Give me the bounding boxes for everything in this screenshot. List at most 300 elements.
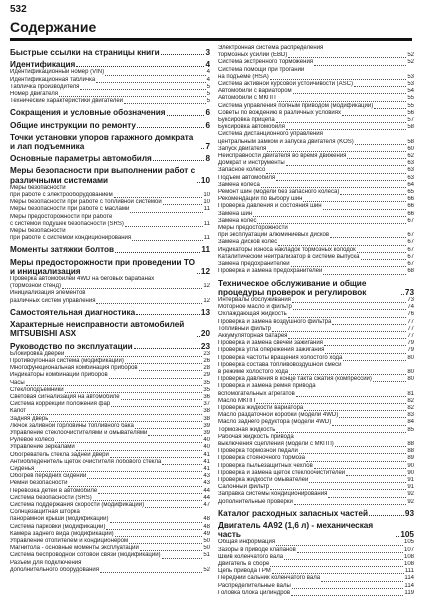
- toc-entry: [10, 69, 210, 76]
- toc-page-number: 52: [203, 566, 210, 573]
- toc-entry-title: Система парковки (модификации): [10, 523, 106, 530]
- toc-entry: [218, 211, 414, 218]
- toc-entry: [218, 146, 414, 153]
- dot-leader: [288, 317, 407, 318]
- toc-page-number: 3: [205, 48, 210, 57]
- toc-page-number: 93: [404, 508, 414, 518]
- toc-page-number: 39: [203, 429, 210, 436]
- dot-leader: [323, 209, 407, 210]
- toc-page-number: 26: [203, 357, 210, 364]
- toc-entry-title: Основные параметры автомобиля: [10, 154, 152, 164]
- dot-leader: [357, 252, 407, 253]
- toc-entry: [10, 495, 210, 502]
- toc-entry: [218, 95, 414, 102]
- toc-section: [10, 245, 210, 254]
- toc-entry-title: Заправка системы кондиционирования: [218, 491, 328, 498]
- toc-entry-title: Индикаторы износа накладок тормозных колодок: [218, 246, 356, 253]
- dot-leader: [270, 489, 406, 490]
- toc-page-number: 38: [203, 415, 210, 422]
- toc-page-number: 11: [201, 245, 210, 255]
- toc-entry-title: Замена дисков колес: [218, 239, 278, 246]
- toc-entry-title: Проверка тормозной педали: [218, 448, 298, 455]
- toc-entry-title: Замена колеса: [218, 181, 260, 188]
- toc-page-number: 80: [407, 354, 414, 361]
- toc-page-number: 114: [404, 575, 414, 582]
- toc-entry-title: Домкрат и инструменты: [218, 160, 285, 167]
- dot-leader: [309, 482, 406, 483]
- toc-page-number: 44: [203, 487, 210, 494]
- toc-page-number: 74: [407, 304, 414, 311]
- toc-page-number: 35: [203, 386, 210, 393]
- toc-entry-title: Проверка давления в конце такта сжатия (компрессии): [218, 376, 372, 383]
- dot-leader: [304, 410, 406, 411]
- toc-entry-title: Дополнительные проверки: [218, 498, 293, 505]
- toc-page-number: 10: [203, 199, 210, 206]
- toc-entry-title: на подъеме (HSA): [218, 73, 269, 80]
- toc-entry-title: в режиме холостого хода: [218, 368, 289, 375]
- toc-page-number: 48: [203, 523, 210, 530]
- dot-leader: [129, 543, 202, 544]
- toc-entry-title: Многофункциональная комбинация приборов: [10, 365, 138, 372]
- dot-leader: [110, 522, 203, 523]
- toc-page-number: 5: [206, 91, 210, 98]
- toc-page-number: 13: [200, 307, 210, 317]
- toc-section: [10, 166, 210, 184]
- toc-entry-title: выключения сцепления (модели с МКПП): [218, 440, 334, 447]
- toc-page-number: 4: [206, 69, 210, 76]
- toc-page-number: 43: [203, 473, 210, 480]
- toc-entry: [10, 84, 210, 91]
- dot-leader: [68, 486, 202, 487]
- toc-page-number: 52: [407, 52, 414, 59]
- toc-entry-title: Ремонт шин (модели без запасного колеса): [218, 189, 340, 196]
- toc-entry-title: Система дистанционного управления: [218, 131, 323, 138]
- toc-page-number: 92: [407, 498, 414, 505]
- toc-entry-title: Интервалы обслуживания: [218, 296, 291, 303]
- dot-leader: [132, 240, 203, 241]
- dot-leader: [328, 497, 406, 498]
- toc-entry-title: Замена колес: [218, 217, 257, 224]
- toc-page-number: 84: [407, 419, 414, 426]
- toc-entry: [10, 283, 210, 290]
- dot-leader: [401, 294, 404, 295]
- dot-leader: [354, 86, 406, 87]
- toc-entry: [218, 583, 414, 590]
- toc-entry: [10, 531, 210, 538]
- toc-entry-title: Технические характеристики двигателей: [10, 98, 124, 105]
- toc-entry-title: Проверка и замена воздушного фильтра: [218, 318, 332, 325]
- toc-entry: [218, 326, 414, 333]
- toc-page-number: 105: [403, 539, 414, 546]
- dot-leader: [293, 309, 406, 310]
- toc-entry: [218, 362, 414, 369]
- toc-page-number: 89: [407, 455, 414, 462]
- dot-leader: [347, 158, 406, 159]
- toc-page-number: 44: [203, 494, 210, 501]
- toc-section: [10, 48, 210, 57]
- toc-entry-title: Система безопасности (SRS): [10, 494, 92, 501]
- toc-entry: [218, 477, 414, 484]
- dot-leader: [55, 442, 202, 443]
- toc-section: [218, 279, 414, 297]
- dot-leader: [62, 288, 202, 289]
- toc-entry: [218, 347, 414, 354]
- toc-page-number: 63: [407, 174, 414, 181]
- toc-entry: [218, 297, 414, 304]
- toc-entry-title: Лючок заливной горловины топливного бака: [10, 422, 134, 429]
- dot-leader: [297, 552, 403, 553]
- toc-entry-title: Двигатель 4А92 (1,6 л) - механическая часть: [218, 521, 374, 540]
- toc-entry-title: Проверка стояночного тормоза: [218, 455, 305, 462]
- toc-entry: [218, 412, 414, 419]
- dot-leader: [267, 151, 406, 152]
- toc-entry: [218, 124, 414, 131]
- dot-leader: [106, 529, 202, 530]
- toc-entry: [218, 45, 414, 52]
- toc-entry-title: Масло заднего редуктора (модели 4WD): [218, 419, 332, 426]
- toc-entry-title: Камера заднего вида (модификации): [10, 530, 114, 537]
- toc-page-number: 105: [400, 530, 414, 540]
- toc-entry-title: Цепь привода ГРМ: [218, 568, 271, 575]
- toc-entry: [218, 254, 414, 261]
- dot-leader: [121, 399, 203, 400]
- dot-leader: [134, 348, 200, 349]
- toc-page-number: 88: [407, 440, 414, 447]
- dot-leader: [105, 75, 206, 76]
- toc-page-number: 36: [203, 393, 210, 400]
- toc-page-number: 83: [407, 412, 414, 419]
- toc-entry-title: Проверка жидкости вариатора: [218, 404, 304, 411]
- toc-entry: [10, 459, 210, 466]
- toc-entry: [218, 470, 414, 477]
- toc-entry: [218, 167, 414, 174]
- toc-entry: [10, 380, 210, 387]
- dot-leader: [321, 581, 403, 582]
- dot-leader: [324, 345, 406, 346]
- toc-entry-title: Капот: [10, 408, 27, 415]
- dot-leader: [161, 54, 205, 55]
- toc-entry-title: Запуск двигателя: [218, 145, 267, 152]
- toc-page-number: 54: [407, 88, 414, 95]
- toc-entry: [218, 261, 414, 268]
- toc-page-number: 4: [205, 60, 210, 70]
- dot-leader: [163, 204, 203, 205]
- toc-entry: [10, 387, 210, 394]
- toc-entry-title: Аккумуляторная батарея: [218, 332, 288, 339]
- dot-leader: [369, 515, 404, 516]
- toc-entry-title: Каталог расходных запасных частей: [218, 508, 368, 518]
- toc-entry-title: Проверка угла опережения зажигания: [218, 347, 325, 354]
- toc-section: [10, 154, 210, 163]
- toc-entry: [218, 319, 414, 326]
- dot-leader: [100, 572, 202, 573]
- toc-entry-title: Руководство по эксплуатации: [10, 341, 133, 351]
- toc-page-number: 8: [205, 154, 210, 164]
- dot-leader: [125, 226, 203, 227]
- toc-page-number: 77: [407, 332, 414, 339]
- dot-leader: [87, 478, 202, 479]
- toc-page-number: 38: [203, 408, 210, 415]
- toc-entry-title: Идентификационный номер (VIN): [10, 69, 105, 76]
- toc-page-number: 63: [407, 167, 414, 174]
- toc-entry: [218, 539, 414, 546]
- toc-entry: [10, 185, 210, 192]
- toc-entry-title: при работе с электрооборудованием: [10, 192, 113, 199]
- dot-leader: [162, 558, 203, 559]
- dot-leader: [76, 450, 203, 451]
- toc-entry-title: Антиобледенитель щеток очистителя лобового стекла: [10, 458, 162, 465]
- toc-page-number: 39: [203, 422, 210, 429]
- toc-page-number: 53: [407, 81, 414, 88]
- toc-entry: [10, 480, 210, 487]
- dot-leader: [332, 425, 406, 426]
- toc-page-number: 11: [203, 235, 210, 242]
- dot-leader: [291, 595, 403, 596]
- dot-leader: [292, 588, 404, 589]
- toc-entry: [10, 408, 210, 415]
- toc-entry: [218, 153, 414, 160]
- toc-entry-title: Рулевое колесо: [10, 437, 55, 444]
- toc-page-number: 48: [203, 516, 210, 523]
- dot-leader: [286, 165, 407, 166]
- toc-entry-title: Блокировка дверей: [10, 350, 65, 357]
- dot-leader: [65, 392, 203, 393]
- toc-entry: [218, 554, 414, 561]
- toc-page-number: 50: [203, 545, 210, 552]
- toc-page-number: 28: [203, 365, 210, 372]
- dot-leader: [96, 303, 202, 304]
- toc-entry-title: Топливный фильтр: [218, 325, 271, 332]
- toc-entry-title: Управление зеркалами: [10, 444, 75, 451]
- toc-entry-title: Перевозка детей в автомобиле: [10, 487, 98, 494]
- toc-entry: [218, 575, 414, 582]
- toc-entry: [218, 568, 414, 575]
- toc-entry-title: Меры безопасности при работе с маслами: [10, 206, 130, 213]
- toc-page-number: 53: [407, 73, 414, 80]
- toc-entry-title: Управление стеклоочистителями и омывателями: [10, 429, 148, 436]
- dot-leader: [339, 417, 406, 418]
- toc-entry: [218, 463, 414, 470]
- toc-page-number: 67: [407, 253, 414, 260]
- toc-entry: [218, 311, 414, 318]
- toc-page-number: 56: [407, 109, 414, 116]
- toc-page-number: 67: [407, 232, 414, 239]
- toc-entry-title: Советы по вождению в различных условиях: [218, 109, 342, 116]
- dot-leader: [27, 414, 202, 415]
- toc-entry-title: Проверка и замена предохранителей: [218, 268, 323, 275]
- page-title: Содержание: [10, 19, 97, 35]
- dot-leader: [332, 324, 406, 325]
- toc-entry-title: Головка блока цилиндров: [218, 589, 291, 596]
- toc-section: [10, 121, 210, 130]
- toc-page-number: 6: [205, 108, 210, 118]
- toc-entry-title: Проверка жидкости омывателей: [218, 476, 309, 483]
- toc-entry: [218, 499, 414, 506]
- dot-leader: [167, 115, 205, 116]
- toc-page-number: 108: [403, 553, 414, 560]
- toc-page-number: 58: [407, 124, 414, 131]
- toc-entry-title: Задняя дверь: [10, 415, 49, 422]
- toc-entry-title: Система коррекции положения фар: [10, 401, 111, 408]
- toc-entry: [10, 365, 210, 372]
- toc-entry: [10, 394, 210, 401]
- toc-entry: [218, 117, 414, 124]
- toc-entry: [10, 452, 210, 459]
- toc-entry: [218, 405, 414, 412]
- toc-entry-title: при эксплуатации алюминиевых дисков: [218, 232, 330, 239]
- toc-entry-title: Буксировка автомобиля: [218, 124, 285, 131]
- dot-leader: [330, 237, 406, 238]
- toc-page-number: 88: [407, 448, 414, 455]
- toc-entry: [218, 304, 414, 311]
- dot-leader: [270, 79, 407, 80]
- toc-entry-title: Каталитический нейтрализатор в системе выпуска: [218, 253, 360, 260]
- dot-leader: [253, 216, 406, 217]
- toc-entry-title: центральным замком и запуска двигателя (KOS): [218, 138, 354, 145]
- toc-entry: [218, 247, 414, 254]
- toc-entry: [10, 552, 210, 559]
- toc-page-number: 68: [407, 268, 414, 275]
- toc-entry-title: Замена предохранителей: [218, 261, 290, 268]
- dot-leader: [266, 173, 406, 174]
- dot-leader: [361, 259, 407, 260]
- toc-page-number: 66: [407, 203, 414, 210]
- toc-entry-title: Система беспроводной сотовой связи (модификации): [10, 552, 161, 559]
- dot-leader: [111, 406, 202, 407]
- toc-page-number: 5: [206, 83, 210, 90]
- dot-leader: [130, 212, 202, 213]
- toc-entry: [218, 67, 414, 74]
- toc-entry: [218, 59, 414, 66]
- toc-entry-title: Подъем автомобиля: [218, 174, 276, 181]
- dot-leader: [306, 461, 406, 462]
- toc-page-number: 60: [407, 145, 414, 152]
- toc-entry: [218, 182, 414, 189]
- toc-entry: [218, 74, 414, 81]
- dot-leader: [342, 115, 406, 116]
- dot-leader: [140, 550, 202, 551]
- dot-leader: [80, 89, 205, 90]
- toc-page-number: 29: [203, 372, 210, 379]
- dot-leader: [276, 122, 407, 123]
- toc-entry-title: Меры предосторожности при проведении ТО и инициализация: [10, 257, 195, 276]
- toc-page-number: 12: [203, 297, 210, 304]
- dot-leader: [124, 103, 206, 104]
- toc-page-number: 47: [203, 501, 210, 508]
- toc-entry: [218, 139, 414, 146]
- toc-entry-title: Запасное колесо: [218, 167, 266, 174]
- toc-entry-title: Автомобили с вариатором: [218, 88, 292, 95]
- dot-leader: [323, 274, 406, 275]
- toc-entry-title: Автомобили с МКПП: [218, 95, 276, 102]
- toc-page-number: 80: [407, 376, 414, 383]
- dot-leader: [270, 566, 403, 567]
- toc-page-number: 43: [203, 480, 210, 487]
- toc-page-number: 82: [407, 404, 414, 411]
- toc-page-number: 11: [203, 206, 210, 213]
- toc-page-number: 81: [407, 390, 414, 397]
- toc-page-number: 37: [203, 401, 210, 408]
- dot-leader: [109, 378, 203, 379]
- toc-entry: [10, 221, 210, 228]
- toc-page-number: 20: [200, 329, 210, 339]
- toc-entry-title: Шкив коленчатого вала: [218, 553, 284, 560]
- toc-entry-title: Магнитола - основные моменты эксплуатации: [10, 545, 139, 552]
- toc-page-number: 77: [407, 325, 414, 332]
- toc-page-number: 11: [203, 220, 210, 227]
- toc-page-number: 85: [407, 426, 414, 433]
- toc-entry-title: Передний сальник коленчатого вала: [218, 575, 321, 582]
- toc-page-number: 108: [403, 561, 414, 568]
- toc-entry: [218, 218, 414, 225]
- toc-entry-title: с системой подушек безопасности (SRS): [10, 220, 124, 227]
- toc-page-number: 119: [404, 589, 414, 596]
- toc-page-number: 80: [407, 368, 414, 375]
- dot-leader: [96, 82, 205, 83]
- toc-entry: [218, 355, 414, 362]
- toc-entry: [218, 391, 414, 398]
- dot-leader: [201, 148, 204, 149]
- toc-entry-title: Общая информация: [218, 539, 276, 546]
- dot-leader: [277, 101, 407, 102]
- toc-page-number: 92: [407, 491, 414, 498]
- toc-entry: [10, 401, 210, 408]
- toc-entry-title: Рекомендации по выбору шин: [218, 196, 303, 203]
- dot-leader: [115, 536, 203, 537]
- toc-entry: [10, 276, 210, 283]
- dot-leader: [197, 336, 200, 337]
- dot-leader: [65, 356, 202, 357]
- toc-entry: [10, 228, 210, 235]
- toc-page-number: 23: [200, 341, 210, 351]
- toc-section: [10, 60, 210, 69]
- dot-leader: [340, 194, 406, 195]
- dot-leader: [257, 223, 406, 224]
- toc-entry-title: Стеклоподъемники: [10, 386, 64, 393]
- toc-entry-title: дополнительного оборудования: [10, 566, 100, 573]
- toc-entry: [218, 239, 414, 246]
- dot-leader: [93, 500, 203, 501]
- toc-page-number: 41: [203, 458, 210, 465]
- toc-entry: [218, 131, 414, 138]
- toc-page-number: 41: [203, 465, 210, 472]
- dot-leader: [296, 396, 406, 397]
- toc-entry: [218, 419, 414, 426]
- toc-entry-title: Масло МКПП: [218, 397, 256, 404]
- toc-entry-title: Обогрев передних сидений: [10, 473, 87, 480]
- toc-page-number: 52: [407, 59, 414, 66]
- toc-entry-title: Меры безопасности: [10, 228, 66, 235]
- toc-entry: [10, 423, 210, 430]
- dot-leader: [139, 370, 203, 371]
- toc-entry: [218, 427, 414, 434]
- toc-page-number: 23: [203, 350, 210, 357]
- toc-entry: [10, 91, 210, 98]
- toc-entry: [218, 376, 414, 383]
- dot-leader: [335, 446, 407, 447]
- dot-leader: [314, 468, 407, 469]
- toc-entry: [10, 444, 210, 451]
- toc-entry: [10, 351, 210, 358]
- toc-entry: [10, 430, 210, 437]
- toc-entry-title: Проверка и замена ремня привода: [218, 383, 316, 390]
- toc-entry: [218, 225, 414, 232]
- toc-entry: [10, 372, 210, 379]
- toc-entry: [218, 196, 414, 203]
- toc-page-number: 73: [407, 296, 414, 303]
- dot-leader: [261, 187, 407, 188]
- toc-entry: [218, 590, 414, 597]
